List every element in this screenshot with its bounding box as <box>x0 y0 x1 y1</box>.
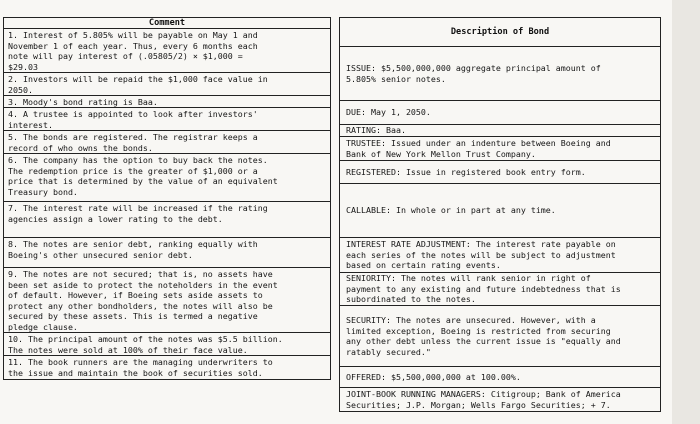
description-row-4: TRUSTEE: Issued under an indenture between Boeing and Bank of New York Mellon Trust Company. <box>339 137 661 161</box>
description-row-2: DUE: May 1, 2050. <box>339 101 661 125</box>
comment-row-11: 11. The book runners are the managing underwriters to the issue and maintain the book of securities sold. <box>3 356 331 380</box>
description-row-9: SECURITY: The notes are unsecured. However, with a limited exception, Boeing is restricted from securing any other debt unless the current issue is "equally and ratably secured." <box>339 306 661 367</box>
comment-row-8: 8. The notes are senior debt, ranking equally with Boeing's other unsecured senior debt. <box>3 238 331 268</box>
description-row-11: JOINT-BOOK RUNNING MANAGERS: Citigroup; Bank of America Securities; J.P. Morgan; Wells Fargo Securities; + 7. <box>339 388 661 412</box>
description-row-1: ISSUE: $5,500,000,000 aggregate principal amount of 5.805% senior notes. <box>339 47 661 101</box>
description-row-8: SENIORITY: The notes will rank senior in right of payment to any existing and future indebtedness that is subordinated to the notes. <box>339 273 661 306</box>
description-row-10: OFFERED: $5,500,000,000 at 100.00%. <box>339 367 661 388</box>
comment-row-7: 7. The interest rate will be increased if the rating agencies assign a lower rating to the debt. <box>3 202 331 238</box>
comment-row-6: 6. The company has the option to buy back the notes. The redemption price is the greater of $1,000 or a price that is determined by the value of an equivalent Treasury bond. <box>3 154 331 202</box>
comment-row-9: 9. The notes are not secured; that is, no assets have been set aside to protect the noteholders in the event of default. However, if Boeing sets aside assets to protect any other bondholders, the notes will also be secured by these assets. This is termed a negative pledge clause. <box>3 268 331 333</box>
comment-row-4: 4. A trustee is appointed to look after investors' interest. <box>3 108 331 131</box>
comment-row-2: 2. Investors will be repaid the $1,000 face value in 2050. <box>3 73 331 96</box>
description-row-5: REGISTERED: Issue in registered book entry form. <box>339 161 661 184</box>
description-row-3: RATING: Baa. <box>339 125 661 137</box>
description-column <box>339 17 661 412</box>
description-row-6: CALLABLE: In whole or in part at any time. <box>339 184 661 238</box>
description-header: Description of Bond <box>339 17 661 47</box>
comment-row-1: 1. Interest of 5.805% will be payable on May 1 and November 1 of each year. Thus, every 6 months each note will pay interest of (.05805/2) × $1,000 = $29.03 <box>3 29 331 73</box>
comment-row-5: 5. The bonds are registered. The registrar keeps a record of who owns the bonds. <box>3 131 331 154</box>
comment-header: Comment <box>3 17 331 29</box>
comment-row-3: 3. Moody's bond rating is Baa. <box>3 96 331 108</box>
description-row-7: INTEREST RATE ADJUSTMENT: The interest rate payable on each series of the notes will be subject to adjustment based on certain rating events. <box>339 238 661 273</box>
comment-row-10: 10. The principal amount of the notes was $5.5 billion. The notes were sold at 100% of their face value. <box>3 333 331 356</box>
comment-column <box>3 17 331 380</box>
